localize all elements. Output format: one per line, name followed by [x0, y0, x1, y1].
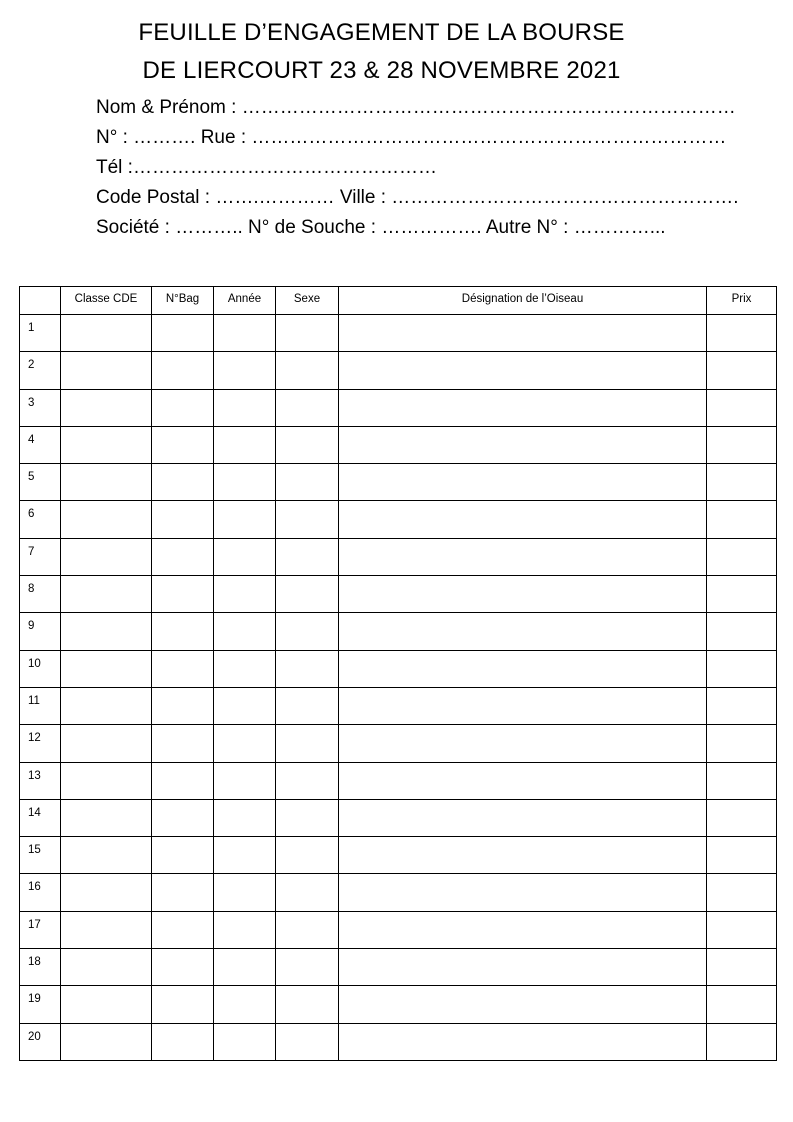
table-row	[20, 352, 777, 389]
table-row	[20, 650, 777, 687]
row-number: 13	[20, 762, 61, 799]
row-number: 8	[20, 576, 61, 613]
name-field-line: Nom & Prénom : ……………………………………………………………………	[96, 97, 736, 118]
price-cell[interactable]	[707, 613, 777, 650]
class-cde-cell[interactable]	[61, 799, 152, 836]
ring-number-cell[interactable]	[152, 464, 214, 501]
class-cde-cell[interactable]	[61, 501, 152, 538]
year-cell[interactable]	[214, 762, 276, 799]
ring-number-cell[interactable]	[152, 613, 214, 650]
class-cde-cell[interactable]	[61, 613, 152, 650]
sex-cell[interactable]	[276, 352, 339, 389]
row-number: 5	[20, 464, 61, 501]
col-header-number	[20, 287, 61, 315]
year-cell[interactable]	[214, 650, 276, 687]
bird-designation-cell[interactable]	[339, 576, 707, 613]
price-cell[interactable]	[707, 949, 777, 986]
table-row	[20, 426, 777, 463]
ring-number-cell[interactable]	[152, 1023, 214, 1060]
entry-table	[19, 286, 777, 1061]
year-cell[interactable]	[214, 687, 276, 724]
price-cell[interactable]	[707, 389, 777, 426]
ring-number-cell[interactable]	[152, 687, 214, 724]
sex-cell[interactable]	[276, 650, 339, 687]
row-number: 7	[20, 538, 61, 575]
class-cde-cell[interactable]	[61, 874, 152, 911]
sex-cell[interactable]	[276, 576, 339, 613]
ring-number-cell[interactable]	[152, 501, 214, 538]
class-cde-cell[interactable]	[61, 687, 152, 724]
table-row	[20, 501, 777, 538]
bird-designation-cell[interactable]	[339, 315, 707, 352]
year-cell[interactable]	[214, 1023, 276, 1060]
table-row	[20, 725, 777, 762]
table-row	[20, 315, 777, 352]
sex-cell[interactable]	[276, 1023, 339, 1060]
ring-number-cell[interactable]	[152, 874, 214, 911]
class-cde-cell[interactable]	[61, 576, 152, 613]
ring-number-cell[interactable]	[152, 538, 214, 575]
ring-number-cell[interactable]	[152, 911, 214, 948]
year-cell[interactable]	[214, 464, 276, 501]
address-field-line: N° : ………. Rue : …………………………………………………………………	[96, 127, 727, 148]
ring-number-cell[interactable]	[152, 352, 214, 389]
price-cell[interactable]	[707, 501, 777, 538]
class-cde-cell[interactable]	[61, 389, 152, 426]
year-cell[interactable]	[214, 538, 276, 575]
class-cde-cell[interactable]	[61, 315, 152, 352]
price-cell[interactable]	[707, 352, 777, 389]
bird-designation-cell[interactable]	[339, 426, 707, 463]
sex-cell[interactable]	[276, 837, 339, 874]
table-row	[20, 389, 777, 426]
bird-designation-cell[interactable]	[339, 501, 707, 538]
year-cell[interactable]	[214, 613, 276, 650]
table-header-row	[20, 287, 777, 315]
ring-number-cell[interactable]	[152, 650, 214, 687]
year-cell[interactable]	[214, 949, 276, 986]
sex-cell[interactable]	[276, 762, 339, 799]
year-cell[interactable]	[214, 837, 276, 874]
bird-designation-cell[interactable]	[339, 650, 707, 687]
ring-number-cell[interactable]	[152, 799, 214, 836]
class-cde-cell[interactable]	[61, 725, 152, 762]
sex-cell[interactable]	[276, 799, 339, 836]
row-number: 18	[20, 949, 61, 986]
class-cde-cell[interactable]	[61, 1023, 152, 1060]
year-cell[interactable]	[214, 986, 276, 1023]
year-cell[interactable]	[214, 576, 276, 613]
col-header-ring-number: N°Bag	[152, 287, 214, 315]
table-row	[20, 986, 777, 1023]
phone-field-line: Tél :…………………………………………	[96, 157, 437, 178]
row-number: 3	[20, 389, 61, 426]
class-cde-cell[interactable]	[61, 837, 152, 874]
table-row	[20, 576, 777, 613]
sex-cell[interactable]	[276, 949, 339, 986]
sex-cell[interactable]	[276, 426, 339, 463]
table-row	[20, 949, 777, 986]
class-cde-cell[interactable]	[61, 911, 152, 948]
col-header-price: Prix	[707, 287, 777, 315]
table-row	[20, 874, 777, 911]
row-number: 15	[20, 837, 61, 874]
year-cell[interactable]	[214, 389, 276, 426]
bird-designation-cell[interactable]	[339, 1023, 707, 1060]
sex-cell[interactable]	[276, 315, 339, 352]
class-cde-cell[interactable]	[61, 464, 152, 501]
year-cell[interactable]	[214, 874, 276, 911]
row-number: 10	[20, 650, 61, 687]
ring-number-cell[interactable]	[152, 389, 214, 426]
ring-number-cell[interactable]	[152, 725, 214, 762]
ring-number-cell[interactable]	[152, 762, 214, 799]
table-row	[20, 911, 777, 948]
table-row	[20, 799, 777, 836]
price-cell[interactable]	[707, 650, 777, 687]
row-number: 11	[20, 687, 61, 724]
price-cell[interactable]	[707, 464, 777, 501]
price-cell[interactable]	[707, 874, 777, 911]
page-title-line-2: DE LIERCOURT 23 & 28 NOVEMBRE 2021	[142, 57, 621, 84]
ring-number-cell[interactable]	[152, 837, 214, 874]
col-header-sex: Sexe	[276, 287, 339, 315]
sex-cell[interactable]	[276, 538, 339, 575]
class-cde-cell[interactable]	[61, 426, 152, 463]
price-cell[interactable]	[707, 576, 777, 613]
bird-designation-cell[interactable]	[339, 874, 707, 911]
sex-cell[interactable]	[276, 687, 339, 724]
row-number: 6	[20, 501, 61, 538]
row-number: 17	[20, 911, 61, 948]
bird-designation-cell[interactable]	[339, 799, 707, 836]
bird-designation-cell[interactable]	[339, 538, 707, 575]
price-cell[interactable]	[707, 538, 777, 575]
row-number: 19	[20, 986, 61, 1023]
class-cde-cell[interactable]	[61, 538, 152, 575]
price-cell[interactable]	[707, 799, 777, 836]
sex-cell[interactable]	[276, 874, 339, 911]
bird-designation-cell[interactable]	[339, 949, 707, 986]
bird-designation-cell[interactable]	[339, 986, 707, 1023]
class-cde-cell[interactable]	[61, 762, 152, 799]
year-cell[interactable]	[214, 799, 276, 836]
table-row	[20, 464, 777, 501]
price-cell[interactable]	[707, 762, 777, 799]
class-cde-cell[interactable]	[61, 650, 152, 687]
sex-cell[interactable]	[276, 911, 339, 948]
table-row	[20, 613, 777, 650]
row-number: 2	[20, 352, 61, 389]
bird-designation-cell[interactable]	[339, 725, 707, 762]
year-cell[interactable]	[214, 911, 276, 948]
price-cell[interactable]	[707, 687, 777, 724]
row-number: 16	[20, 874, 61, 911]
bird-designation-cell[interactable]	[339, 464, 707, 501]
ring-number-cell[interactable]	[152, 949, 214, 986]
sex-cell[interactable]	[276, 389, 339, 426]
postal-city-field-line: Code Postal : …….………… Ville : ……………………………………………….	[96, 187, 739, 208]
price-cell[interactable]	[707, 911, 777, 948]
ring-number-cell[interactable]	[152, 315, 214, 352]
col-header-bird-designation: Désignation de l’Oiseau	[339, 287, 707, 315]
row-number: 1	[20, 315, 61, 352]
price-cell[interactable]	[707, 725, 777, 762]
sex-cell[interactable]	[276, 464, 339, 501]
sex-cell[interactable]	[276, 501, 339, 538]
ring-number-cell[interactable]	[152, 986, 214, 1023]
row-number: 14	[20, 799, 61, 836]
sex-cell[interactable]	[276, 725, 339, 762]
class-cde-cell[interactable]	[61, 352, 152, 389]
ring-number-cell[interactable]	[152, 426, 214, 463]
year-cell[interactable]	[214, 352, 276, 389]
price-cell[interactable]	[707, 837, 777, 874]
class-cde-cell[interactable]	[61, 986, 152, 1023]
row-number: 20	[20, 1023, 61, 1060]
bird-designation-cell[interactable]	[339, 613, 707, 650]
table-row	[20, 687, 777, 724]
class-cde-cell[interactable]	[61, 949, 152, 986]
table-row	[20, 837, 777, 874]
ring-number-cell[interactable]	[152, 576, 214, 613]
page-title-line-1: FEUILLE D’ENGAGEMENT DE LA BOURSE	[138, 19, 625, 46]
bird-designation-cell[interactable]	[339, 352, 707, 389]
price-cell[interactable]	[707, 426, 777, 463]
bird-designation-cell[interactable]	[339, 687, 707, 724]
row-number: 9	[20, 613, 61, 650]
year-cell[interactable]	[214, 426, 276, 463]
col-header-class-cde: Classe CDE	[61, 287, 152, 315]
bird-designation-cell[interactable]	[339, 762, 707, 799]
col-header-year: Année	[214, 287, 276, 315]
year-cell[interactable]	[214, 725, 276, 762]
year-cell[interactable]	[214, 315, 276, 352]
row-number: 4	[20, 426, 61, 463]
sex-cell[interactable]	[276, 986, 339, 1023]
sex-cell[interactable]	[276, 613, 339, 650]
price-cell[interactable]	[707, 1023, 777, 1060]
bird-designation-cell[interactable]	[339, 389, 707, 426]
year-cell[interactable]	[214, 501, 276, 538]
table-row	[20, 538, 777, 575]
table-row	[20, 762, 777, 799]
price-cell[interactable]	[707, 315, 777, 352]
bird-designation-cell[interactable]	[339, 837, 707, 874]
bird-designation-cell[interactable]	[339, 911, 707, 948]
row-number: 12	[20, 725, 61, 762]
table-row	[20, 1023, 777, 1060]
price-cell[interactable]	[707, 986, 777, 1023]
society-strain-field-line: Société : ……….. N° de Souche : ……………. Autre N° : …………...	[96, 217, 666, 238]
